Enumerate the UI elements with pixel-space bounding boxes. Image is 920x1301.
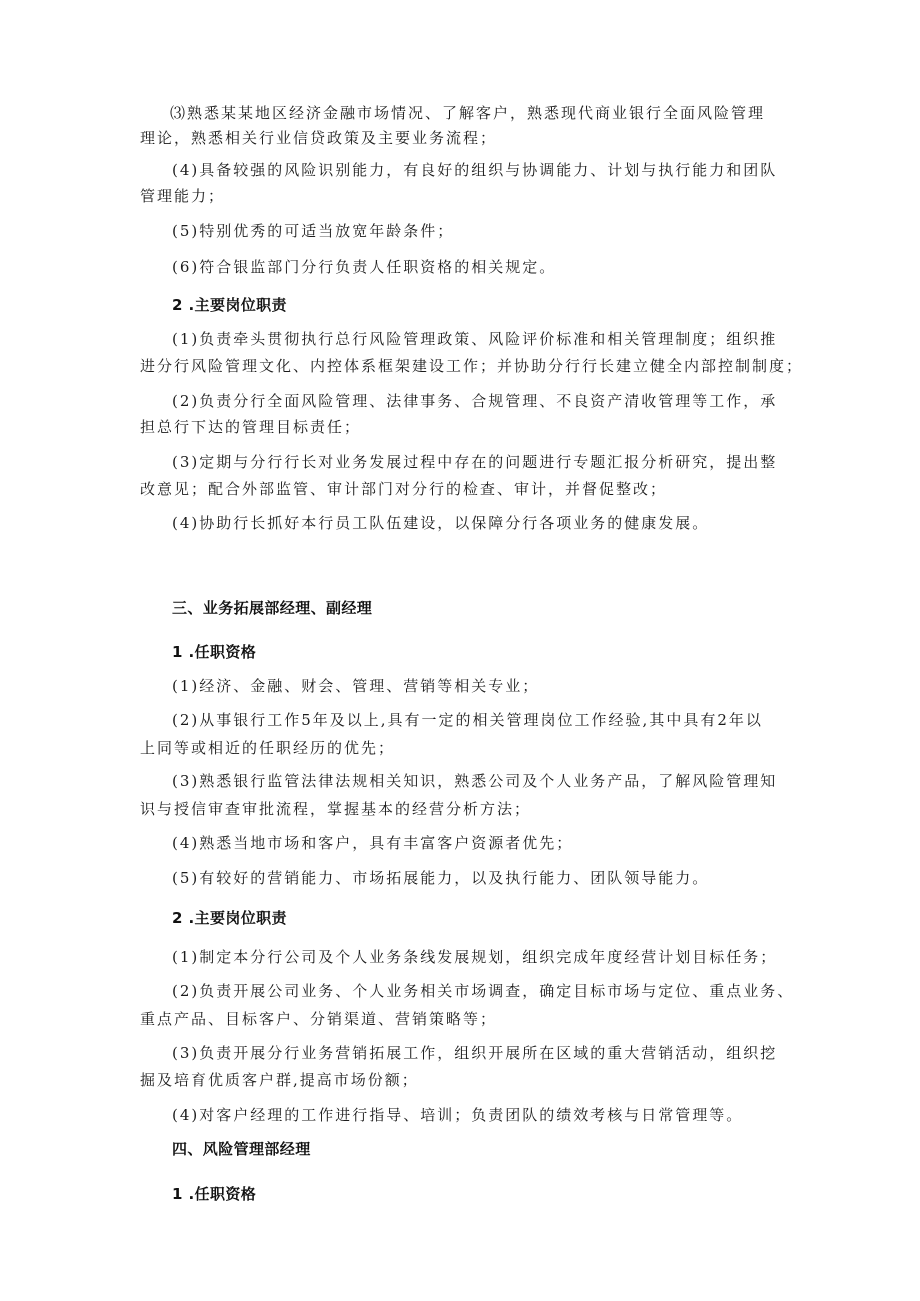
- list-item-line: 管理能力；: [140, 187, 226, 205]
- list-item-line: 重点产品、目标客户、分销渠道、营销策略等；: [140, 1010, 498, 1028]
- list-item-line: 上同等或相近的任职经历的优先；: [140, 739, 396, 757]
- subsection-heading: 2 .主要岗位职责: [172, 296, 287, 314]
- list-item-line: (2)负责开展公司业务、个人业务相关市场调查，确定目标市场与定位、重点业务、: [172, 982, 795, 1000]
- list-item-line: 理论，熟悉相关行业信贷政策及主要业务流程；: [140, 129, 498, 147]
- list-item-line: 识与授信审查审批流程，掌握基本的经营分析方法；: [140, 800, 532, 818]
- list-item-line: (5)特别优秀的可适当放宽年龄条件；: [172, 222, 455, 240]
- list-item-line: (1)负责牵头贯彻执行总行风险管理政策、风险评价标准和相关管理制度；组织推: [172, 330, 778, 348]
- list-item-line: 改意见；配合外部监管、审计部门对分行的检查、审计，并督促整改；: [140, 480, 668, 498]
- subsection-heading: 2 .主要岗位职责: [172, 909, 287, 927]
- list-item-line: 进分行风险管理文化、内控体系框架建设工作；并协助分行行长建立健全内部控制制度；: [140, 357, 804, 375]
- list-item-line: (4)熟悉当地市场和客户，具有丰富客户资源者优先；: [172, 834, 574, 852]
- list-item-line: (1)经济、金融、财会、管理、营销等相关专业；: [172, 677, 540, 695]
- list-item-line: (6)符合银监部门分行负责人任职资格的相关规定。: [172, 258, 557, 276]
- subsection-heading: 1 .任职资格: [172, 1185, 257, 1203]
- section-heading: 三、业务拓展部经理、副经理: [172, 599, 373, 617]
- list-item-line: ⑶熟悉某某地区经济金融市场情况、了解客户，熟悉现代商业银行全面风险管理: [170, 104, 766, 122]
- list-item-line: (2)从事银行工作5年及以上,具有一定的相关管理岗位工作经验,其中具有2年以: [172, 711, 763, 729]
- list-item-line: (5)有较好的营销能力、市场拓展能力，以及执行能力、团队领导能力。: [172, 869, 710, 887]
- list-item-line: (3)定期与分行行长对业务发展过程中存在的问题进行专题汇报分析研究，提出整: [172, 453, 778, 471]
- list-item-line: (1)制定本分行公司及个人业务条线发展规划，组织完成年度经营计划目标任务；: [172, 948, 778, 966]
- list-item-line: 掘及培育优质客户群,提高市场份额；: [140, 1071, 419, 1089]
- subsection-heading: 1 .任职资格: [172, 643, 257, 661]
- list-item-line: (4)协助行长抓好本行员工队伍建设，以保障分行各项业务的健康发展。: [172, 514, 710, 532]
- section-heading: 四、风险管理部经理: [172, 1140, 311, 1158]
- list-item-line: (3)负责开展分行业务营销拓展工作，组织开展所在区域的重大营销活动，组织挖: [172, 1044, 778, 1062]
- list-item-line: (4)具备较强的风险识别能力，有良好的组织与协调能力、计划与执行能力和团队: [172, 161, 778, 179]
- list-item-line: (2)负责分行全面风险管理、法律事务、合规管理、不良资产清收管理等工作，承: [172, 392, 778, 410]
- list-item-line: 担总行下达的管理目标责任；: [140, 418, 362, 436]
- list-item-line: (4)对客户经理的工作进行指导、培训；负责团队的绩效考核与日常管理等。: [172, 1106, 744, 1124]
- list-item-line: (3)熟悉银行监管法律法规相关知识，熟悉公司及个人业务产品，了解风险管理知: [172, 772, 778, 790]
